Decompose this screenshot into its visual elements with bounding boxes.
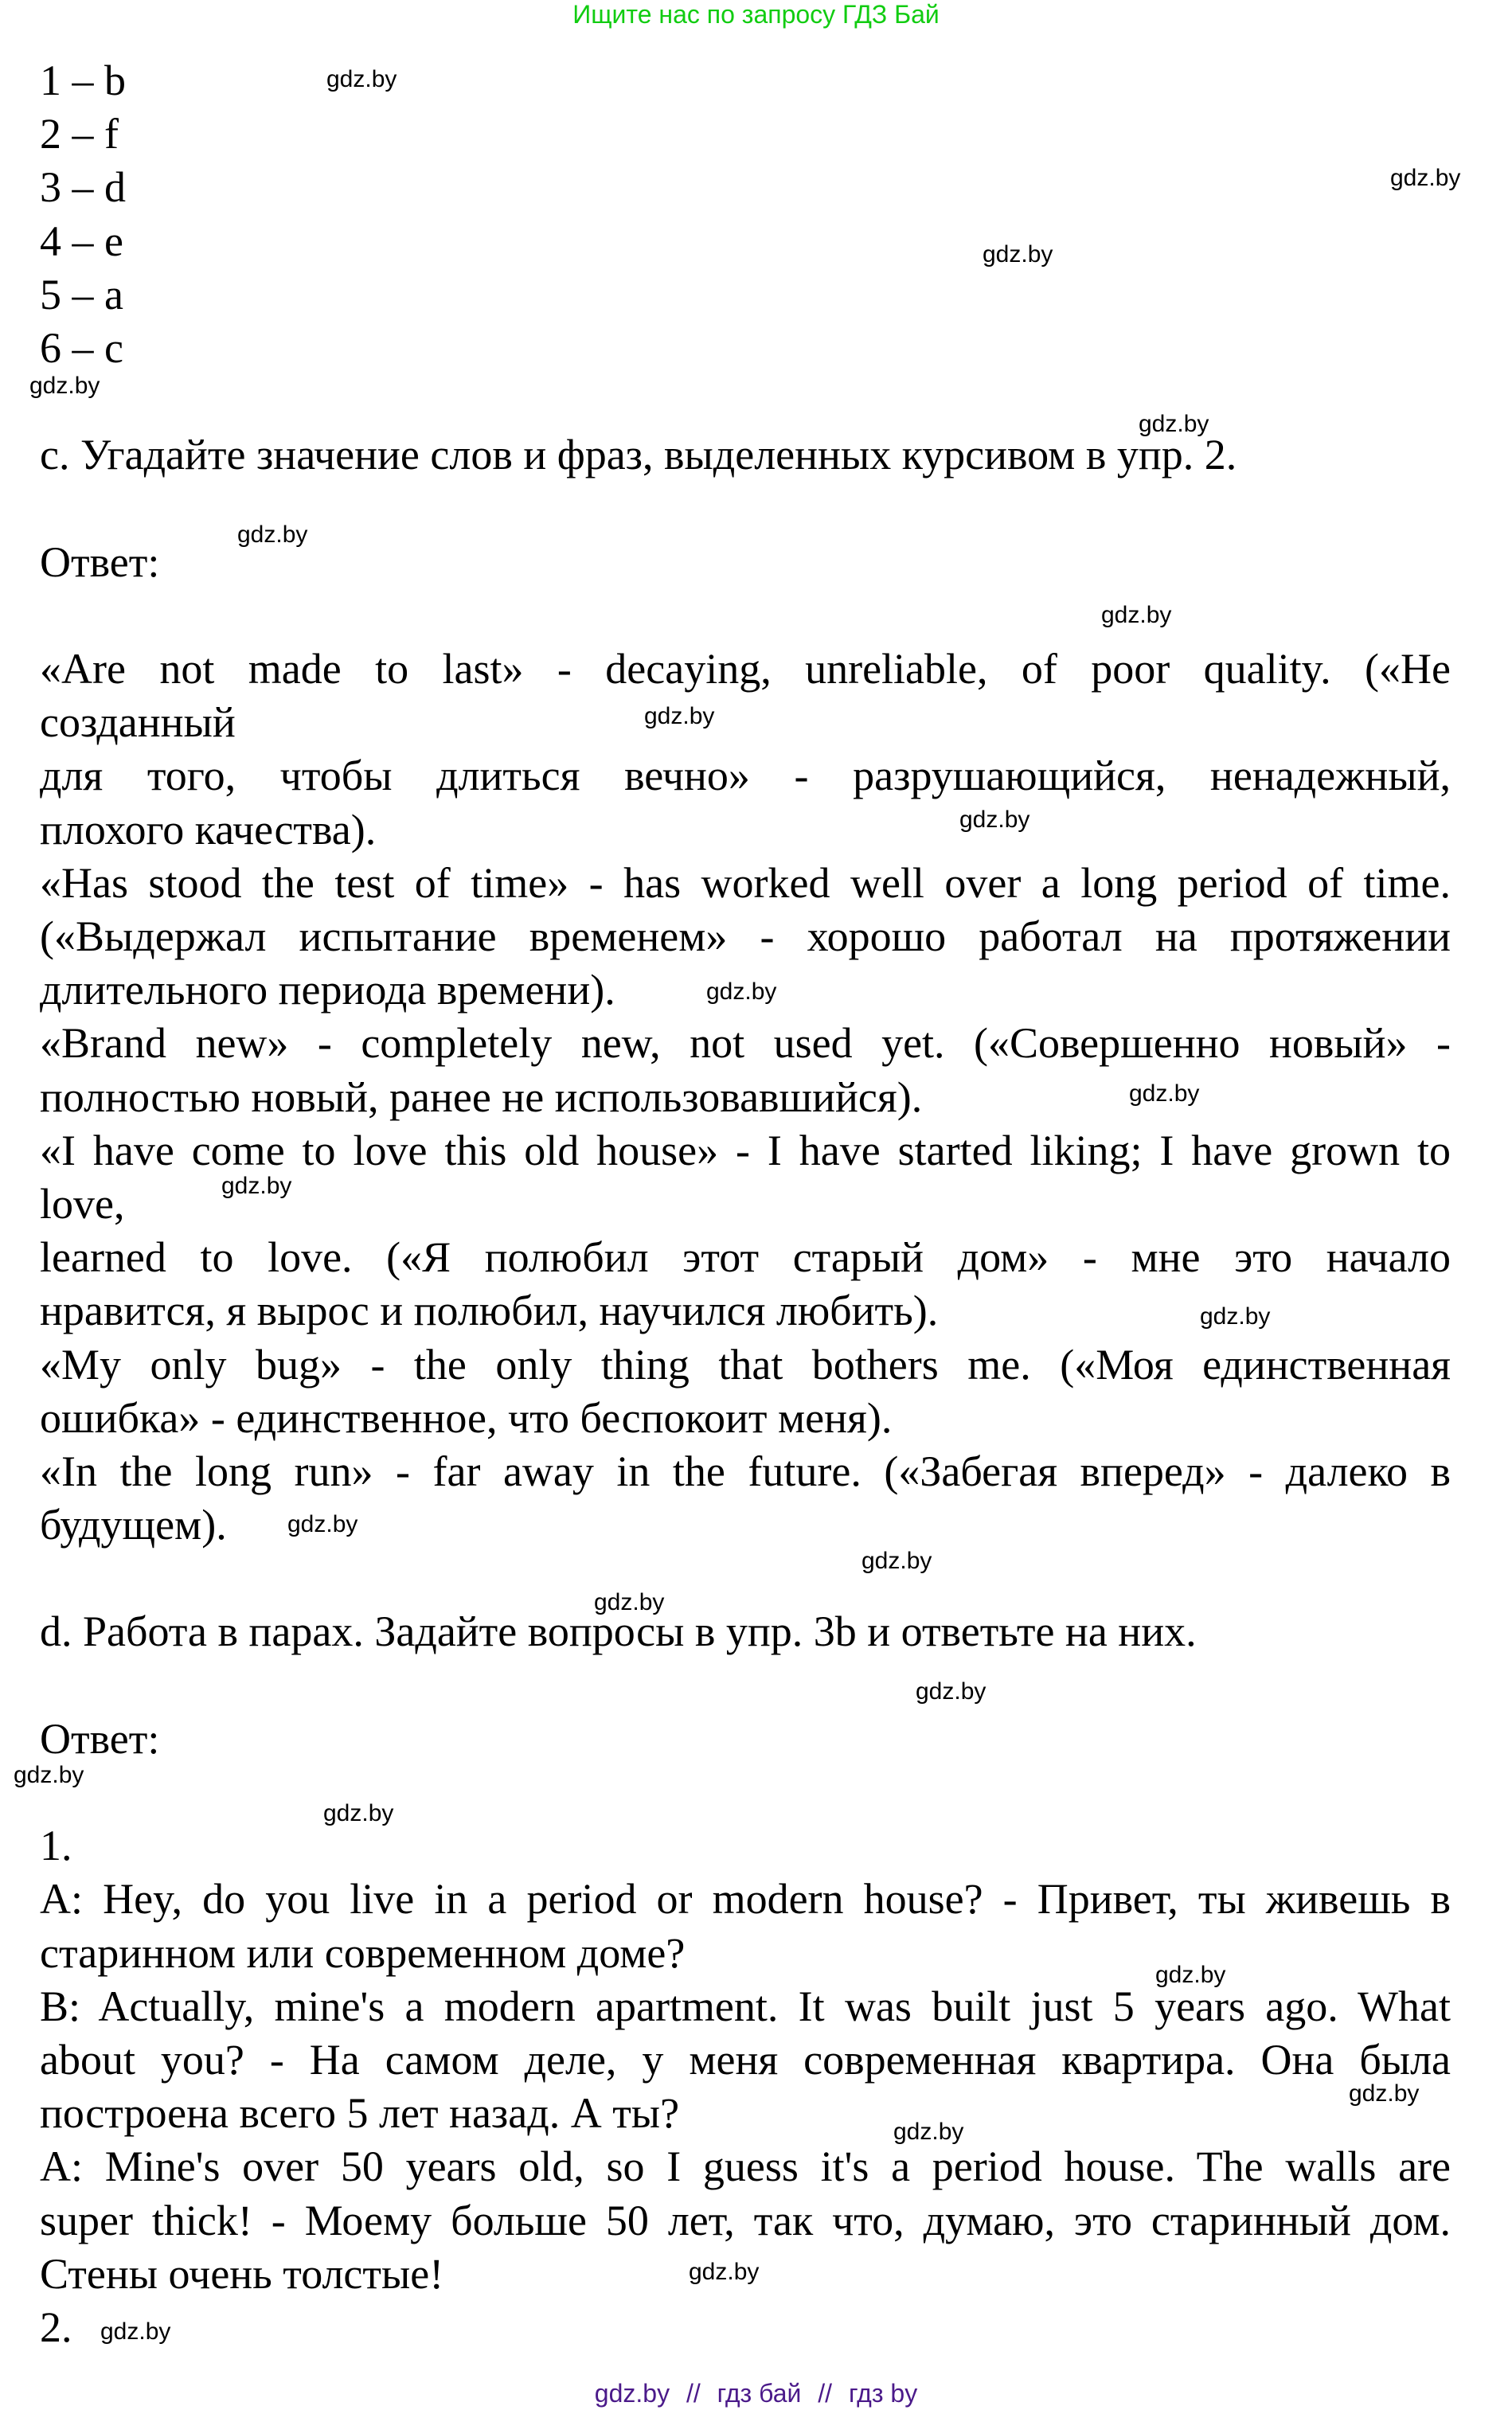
text-line: «Brand new» - completely new, not used yet. («Совершенно новый» - — [40, 1019, 1451, 1068]
watermark-text: gdz.by — [893, 2119, 964, 2145]
watermark-text: gdz.by — [29, 373, 100, 399]
text-line: A: Mine's over 50 years old, so I guess it's a period house. The walls are — [40, 2142, 1451, 2191]
watermark-text: gdz.by — [916, 1678, 987, 1705]
text-line: 6 – c — [40, 323, 123, 372]
watermark-text: gdz.by — [100, 2318, 171, 2345]
text-line: about you? - На самом деле, у меня современная квартира. Она была — [40, 2035, 1451, 2084]
watermark-text: gdz.by — [1390, 165, 1461, 191]
text-line: B: Actually, mine's a modern apartment. It was built just 5 years ago. What — [40, 1982, 1451, 2030]
text-line: созданный — [40, 698, 236, 747]
text-line: Ответ: — [40, 537, 160, 586]
watermark-text: gdz.by — [1139, 411, 1209, 437]
text-line: («Выдержал испытание временем» - хорошо работал на протяжении — [40, 912, 1451, 960]
text-line: «In the long run» - far away in the future. («Забегая вперед» - далеко в — [40, 1447, 1451, 1495]
watermark-text: gdz.by — [1155, 1962, 1226, 1988]
text-line: 1. — [40, 1822, 72, 1870]
text-line: 2 – f — [40, 110, 119, 158]
footer-separator: // — [818, 2379, 833, 2408]
footer-link-gdz-by-ru[interactable]: гдз by — [848, 2379, 918, 2408]
text-line: Стены очень толстые! — [40, 2249, 444, 2298]
watermark-text: gdz.by — [221, 1173, 292, 1199]
text-line: старинном или современном доме? — [40, 1928, 686, 1977]
text-line: learned to love. («Я полюбил этот старый дом» - мне это начало — [40, 1233, 1451, 1282]
text-line — [40, 375, 1451, 428]
text-line: будущем). — [40, 1501, 227, 1549]
watermark-text: gdz.by — [959, 807, 1030, 833]
text-line: нравится, я вырос и полюбил, научился любить). — [40, 1287, 939, 1335]
text-line: Ответ: — [40, 1714, 160, 1763]
footer-link-gdz-bai[interactable]: гдз бай — [717, 2379, 802, 2408]
text-line: A: Hey, do you live in a period or modern house? - Привет, ты живешь в — [40, 1875, 1451, 1924]
text-line — [40, 1766, 1451, 1819]
text-line: d. Работа в парах. Задайте вопросы в упр. 3b и ответьте на них. — [40, 1607, 1197, 1656]
watermark-text: gdz.by — [1200, 1303, 1271, 1330]
text-line — [40, 1552, 1451, 1605]
text-line: плохого качества). — [40, 805, 377, 853]
watermark-text: gdz.by — [644, 703, 715, 729]
search-hint-banner: Ищите нас по запросу ГДЗ Бай — [572, 0, 940, 29]
text-line: 3 – d — [40, 163, 126, 212]
watermark-text: gdz.by — [287, 1511, 358, 1537]
text-line: 5 – a — [40, 270, 123, 318]
text-line — [40, 1659, 1451, 1713]
text-line: «I have come to love this old house» - I have started liking; I have grown to — [40, 1126, 1451, 1174]
watermark-text: gdz.by — [689, 2259, 760, 2285]
text-line: super thick! - Моему больше 50 лет, так что, думаю, это старинный дом. — [40, 2196, 1451, 2244]
text-line: длительного периода времени). — [40, 966, 615, 1014]
footer-separator: // — [686, 2379, 701, 2408]
text-line: love, — [40, 1179, 125, 1228]
text-line: для того, чтобы длиться вечно» - разрушающийся, ненадежный, — [40, 752, 1451, 800]
text-line: «Are not made to last» - decaying, unreliable, of poor quality. («Не — [40, 645, 1451, 693]
text-line: 4 – e — [40, 217, 123, 265]
watermark-text: gdz.by — [861, 1548, 932, 1574]
footer-link-gdz-by[interactable]: gdz.by — [594, 2379, 670, 2408]
watermark-text: gdz.by — [1349, 2080, 1420, 2107]
text-line: построена всего 5 лет назад. А ты? — [40, 2089, 680, 2138]
watermark-text: gdz.by — [323, 1800, 394, 1826]
watermark-text: gdz.by — [706, 978, 777, 1005]
text-line: «My only bug» - the only thing that bothers me. («Моя единственная — [40, 1340, 1451, 1389]
watermark-text: gdz.by — [983, 241, 1053, 268]
text-line: ошибка» - единственное, что беспокоит меня). — [40, 1393, 893, 1442]
watermark-text: gdz.by — [594, 1589, 665, 1615]
watermark-text: gdz.by — [14, 1762, 84, 1788]
text-line: «Has stood the test of time» - has worked well over a long period of time. — [40, 858, 1451, 907]
watermark-text: gdz.by — [326, 66, 397, 92]
footer — [0, 2377, 1512, 2409]
text-line: полностью новый, ранее не использовавшийся). — [40, 1072, 923, 1121]
text-line: c. Угадайте значение слов и фраз, выделенных курсивом в упр. 2. — [40, 431, 1237, 479]
text-line: 1 – b — [40, 57, 126, 104]
watermark-text: gdz.by — [1101, 602, 1172, 628]
text-line: 2. — [40, 2303, 72, 2351]
text-line — [40, 589, 1451, 643]
answer-document — [40, 54, 1451, 2354]
watermark-text: gdz.by — [237, 521, 308, 548]
watermark-text: gdz.by — [1129, 1080, 1200, 1107]
